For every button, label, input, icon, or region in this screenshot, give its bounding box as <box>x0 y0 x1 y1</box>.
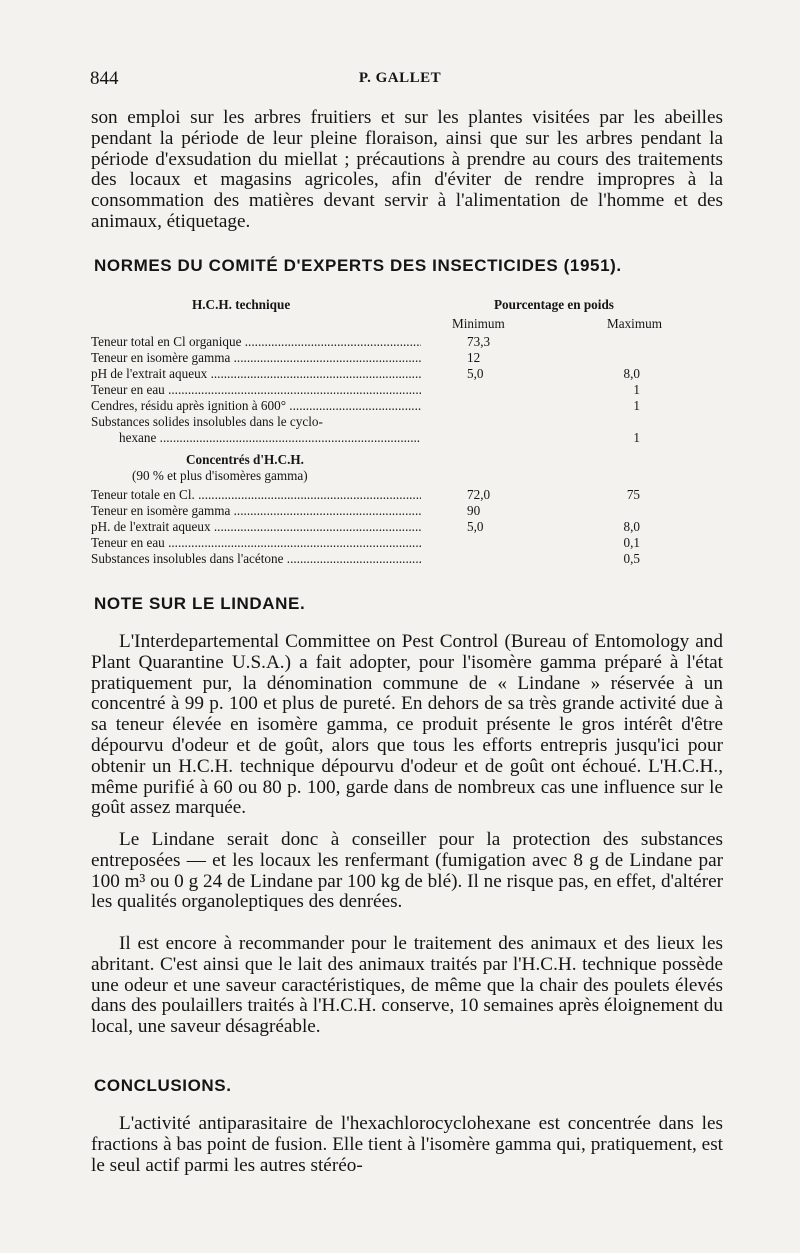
table-row-label: Teneur en isomère gamma ..... <box>91 350 421 366</box>
table-cell-min: 72,0 <box>467 487 491 502</box>
table-col-min: Minimum <box>452 316 505 331</box>
table-cell-max: 0,1 <box>623 535 640 550</box>
table-row-label: Teneur en eau ..... <box>91 382 421 398</box>
table-cell-max: 8,0 <box>623 519 640 534</box>
table-cell-max: 1 <box>633 382 640 397</box>
table-row-label: Cendres, résidu après ignition à 600° ..... <box>91 398 421 414</box>
lindane-paragraph-1: L'Interdepartemental Committee on Pest Control (Bureau of Entomology and Plant Quarantine U.S.A.) a fait adopter, pour l'isomère gamma préparé à l'état pratiquement pur, la dénomination commune de « Lindane » réservée à un concentré à 99 p. 100 et plus de pureté. En dehors de sa très grande activité due à sa teneur élevée en isomère gamma, ce produit présente le gros intérêt d'être dépourvu d'odeur et de goût, alors que tous les efforts entrepris jusqu'ici pour obtenir un H.C.H. technique dépourvu d'odeur et de goût ont échoué. L'H.C.H., même purifié à 60 ou 80 p. 100, garde dans de nombreux cas une influence sur le goût assez marquée. <box>91 631 723 819</box>
table-row-label: pH. de l'extrait aqueux ..... <box>91 519 421 535</box>
running-title: P. GALLET <box>358 70 442 86</box>
conclusions-paragraph: L'activité antiparasitaire de l'hexachlorocyclohexane est concentrée dans les fractions à bas point de fusion. Elle tient à l'isomère gamma qui, pratiquement, est le seul actif parmi les autres stéréo- <box>91 1113 723 1176</box>
lindane-heading: NOTE SUR LE LINDANE. <box>94 594 306 613</box>
running-header <box>90 68 710 92</box>
table-col-title: H.C.H. technique <box>192 297 291 312</box>
norms-heading: NORMES DU COMITÉ D'EXPERTS DES INSECTICIDES (1951). <box>94 256 622 275</box>
table-row-label: pH de l'extrait aqueux ..... <box>91 366 421 382</box>
table-row-label: Teneur total en Cl organique ..... <box>91 334 421 350</box>
table-cell-min: 5,0 <box>467 519 484 534</box>
conclusions-heading: CONCLUSIONS. <box>94 1076 232 1095</box>
lindane-paragraph-2: Le Lindane serait donc à conseiller pour la protection des substances entreposées — et les locaux les renfermant (fumigation avec 8 g de Lindane par 100 m³ ou 0 g 24 de Lindane par 100 kg de blé). Il ne risque pas, en effet, d'altérer les qualités organoleptiques des denrées. <box>91 829 723 913</box>
table-row-label: hexane ..... <box>119 430 421 446</box>
table-cell-min: 5,0 <box>467 366 484 381</box>
lindane-paragraph-3: Il est encore à recommander pour le traitement des animaux et des lieux les abritant. C'est ainsi que le lait des animaux traités par l'H.C.H. technique possède une odeur et une saveur caractéristiques, de même que la chair des poulets élevés dans des poulaillers traités à l'H.C.H. conserve, 10 semaines après éloignement du local, une saveur désagréable. <box>91 933 723 1038</box>
page-number: 844 <box>90 68 119 89</box>
table-row-label: Substances insolubles dans l'acétone ..... <box>91 551 421 567</box>
table-cell-max: 1 <box>633 398 640 413</box>
table-cell-max: 75 <box>626 487 640 502</box>
table-cell-max: 1 <box>633 430 640 445</box>
intro-paragraph: son emploi sur les arbres fruitiers et sur les plantes visitées par les abeilles pendant la période de leur pleine floraison, ainsi que sur les arbres pendant la période d'exsudation du miellat ; précautions à prendre au cours des traitements des locaux et magasins agricoles, afin d'éviter de rendre impropres à la consommation des matières devant servir à l'alimentation de l'homme et des animaux, étiquetage. <box>91 107 723 232</box>
table-cell-max: 8,0 <box>623 366 640 381</box>
table-cell-max: 0,5 <box>623 551 640 566</box>
table-row-label: Teneur en eau ..... <box>91 535 421 551</box>
table-col-max: Maximum <box>607 316 662 331</box>
table-col-group: Pourcentage en poids <box>494 297 614 312</box>
table-cell-min: 73,3 <box>467 334 491 349</box>
table-subtitle: Concentrés d'H.C.H. <box>186 452 304 467</box>
table-row-label: Teneur en isomère gamma ..... <box>91 503 421 519</box>
table-subnote: (90 % et plus d'isomères gamma) <box>132 468 308 483</box>
table-cell-min: 90 <box>467 503 481 518</box>
table-cell-min: 12 <box>467 350 481 365</box>
table-row-label: Substances solides insolubles dans le cyclo- <box>91 414 323 429</box>
table-row-label: Teneur totale en Cl. ..... <box>91 487 421 503</box>
